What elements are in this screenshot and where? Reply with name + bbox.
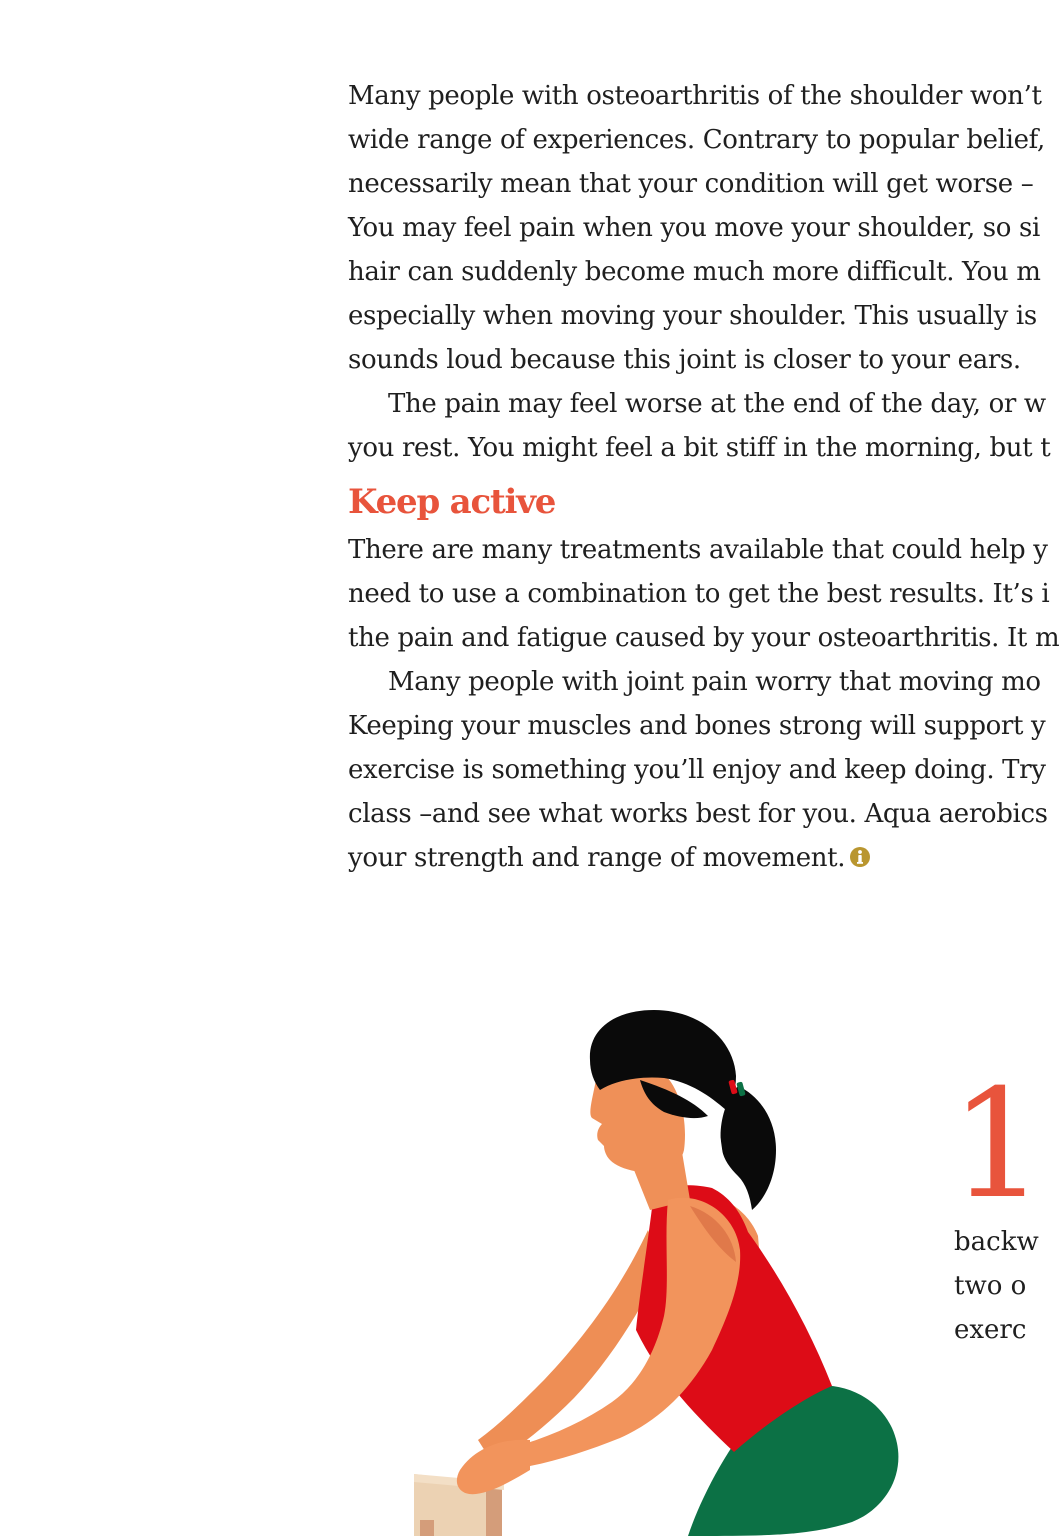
text-line: especially when moving your shoulder. This usually is — [348, 301, 1037, 331]
step-text-line: backw — [954, 1227, 1039, 1257]
info-icon[interactable] — [849, 846, 871, 868]
text-line: need to use a combination to get the best results. It’s i — [348, 579, 1050, 609]
step-text-line: exerc — [954, 1315, 1027, 1345]
text-line: Many people with joint pain worry that moving mo — [388, 667, 1041, 697]
text-line: There are many treatments available that could help y — [348, 535, 1048, 565]
step-number: 1 — [950, 1058, 1042, 1232]
text-line: class –and see what works best for you. Aqua aerobics — [348, 799, 1048, 829]
text-line: necessarily mean that your condition will get worse – — [348, 169, 1034, 199]
article-text-column — [348, 74, 1059, 880]
text-line: sounds loud because this joint is closer to your ears. — [348, 345, 1021, 375]
step-text-line: two o — [954, 1271, 1027, 1301]
text-line: Keeping your muscles and bones strong will support y — [348, 711, 1046, 741]
text-line: your strength and range of movement. — [348, 843, 846, 873]
text-line: You may feel pain when you move your shoulder, so si — [348, 213, 1040, 243]
intro-paragraph — [348, 74, 1045, 382]
treatments-paragraph — [348, 528, 1059, 660]
pain-paragraph — [348, 382, 1051, 470]
woman-leaning-on-chair-illustration — [0, 900, 1042, 1536]
text-line: you rest. You might feel a bit stiff in the morning, but t — [348, 433, 1051, 463]
text-line: hair can suddenly become much more difficult. You m — [348, 257, 1041, 287]
text-line: the pain and fatigue caused by your osteoarthritis. It m — [348, 623, 1059, 653]
exercise-paragraph — [348, 660, 1048, 880]
text-line: Many people with osteoarthritis of the shoulder won’t — [348, 81, 1042, 111]
text-line: The pain may feel worse at the end of the day, or w — [388, 389, 1046, 419]
exercise-step-column — [950, 1058, 1042, 1352]
section-heading: Keep active — [348, 482, 556, 522]
text-line-with-icon — [348, 836, 1024, 880]
text-line: exercise is something you’ll enjoy and keep doing. Try — [348, 755, 1046, 785]
text-line: wide range of experiences. Contrary to popular belief, — [348, 125, 1045, 155]
